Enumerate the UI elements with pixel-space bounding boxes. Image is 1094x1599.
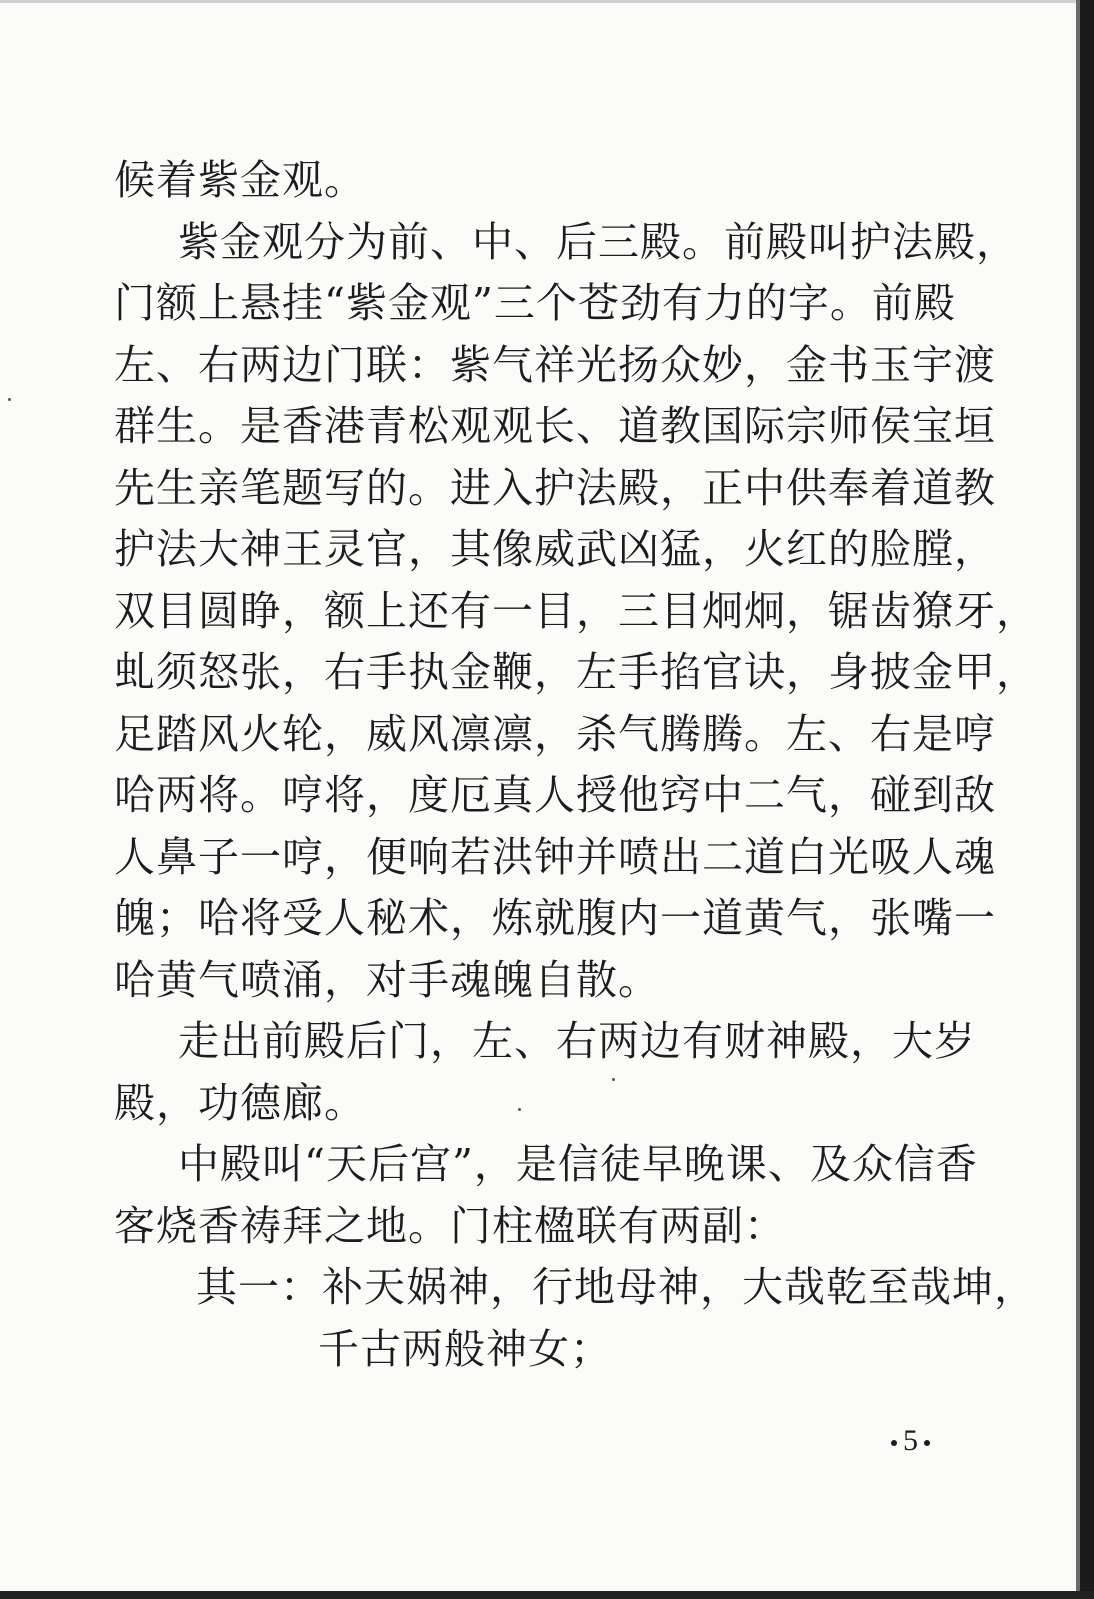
text-line: 群生。是香港青松观观长、道教国际宗师侯宝垣 bbox=[114, 402, 996, 450]
text-line: 护法大神王灵官，其像威武凶猛，火红的脸膛， bbox=[114, 525, 996, 573]
couplet-line: 千古两般神女； bbox=[318, 1324, 612, 1373]
text-line: 虬须怒张，右手执金鞭，左手掐官诀，身披金甲， bbox=[114, 648, 1038, 696]
text-line: 客烧香祷拜之地。门柱楹联有两副： bbox=[114, 1201, 786, 1250]
text-line: 先生亲笔题写的。进入护法殿，正中供奉着道教 bbox=[114, 463, 996, 512]
text-line: 魄；哈将受人秘术，炼就腹内一道黄气，张嘴一 bbox=[114, 894, 996, 942]
page-number-value: 5 bbox=[903, 1424, 918, 1457]
couplet-line: 其一：补天娲神，行地母神，大哉乾至哉坤， bbox=[196, 1263, 1036, 1311]
scan-speck bbox=[8, 398, 11, 401]
page-number-dot-left bbox=[891, 1440, 897, 1446]
text-line: 中殿叫“天后宫”，是信徒早晚课、及众信香 bbox=[178, 1140, 978, 1188]
text-line: 候着紫金观。 bbox=[114, 156, 366, 204]
text-line: 哈黄气喷涌，对手魂魄自散。 bbox=[114, 955, 660, 1004]
scan-edge-bottom bbox=[0, 1591, 1094, 1599]
page-number-dot-right bbox=[924, 1440, 930, 1446]
text-line: 双目圆睁，额上还有一目，三目炯炯，锯齿獠牙， bbox=[114, 586, 1038, 635]
page-number bbox=[885, 1424, 936, 1458]
scan-edge-top bbox=[0, 0, 1094, 3]
text-line: 足踏风火轮，威风凛凛，杀气腾腾。左、右是哼 bbox=[114, 709, 996, 758]
text-line: 殿，功德廊。 bbox=[114, 1078, 366, 1127]
text-line: 紫金观分为前、中、后三殿。前殿叫护法殿， bbox=[178, 217, 1018, 266]
scan-edge-right bbox=[1080, 0, 1094, 1599]
body-text bbox=[114, 150, 1038, 1380]
text-line: 门额上悬挂“紫金观”三个苍劲有力的字。前殿 bbox=[114, 279, 956, 327]
text-line: 哈两将。哼将，度厄真人授他窍中二气，碰到敌 bbox=[114, 771, 996, 819]
text-line: 走出前殿后门，左、右两边有财神殿，大岁 bbox=[178, 1017, 976, 1065]
text-line: 人鼻子一哼，便响若洪钟并喷出二道白光吸人魂 bbox=[114, 832, 996, 881]
text-line: 左、右两边门联：紫气祥光扬众妙，金书玉宇渡 bbox=[114, 340, 996, 389]
